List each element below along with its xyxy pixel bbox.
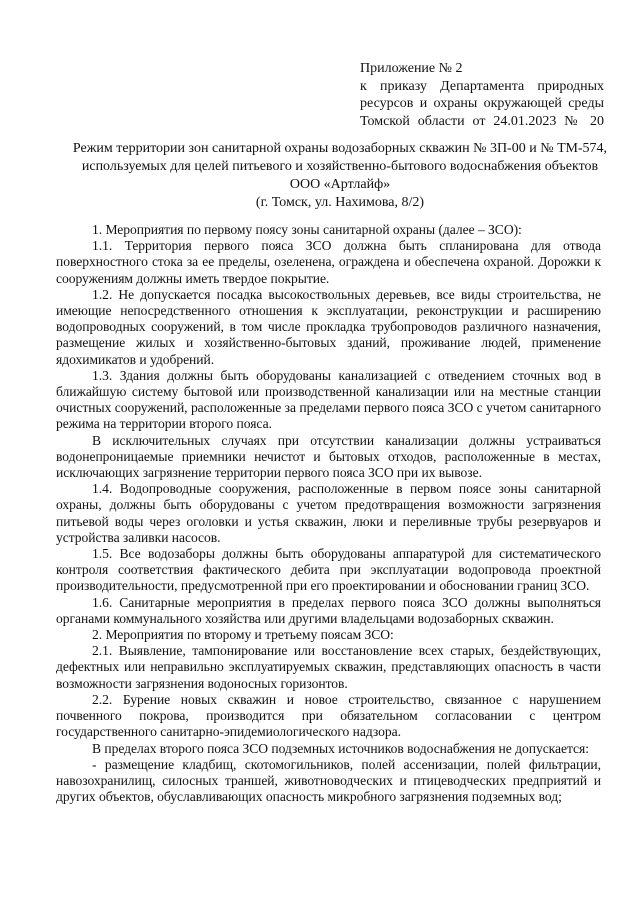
paragraph-2-2: 2.2. Бурение новых скважин и новое строительство, связанное с нарушением почвенного покрова, производится при обязательном согласовании с центром государственного санитарно-эпидемиологического надзора.: [56, 691, 601, 740]
paragraph-1-3-exception: В исключительных случаях при отсутствии канализации должны устраиваться водонепроницаемые приемники нечистот и бытовых отходов, расположенные в местах, исключающих загрязнение территории первого пояса ЗСО при их вывозе.: [56, 432, 601, 481]
appendix-line: Приложение № 2: [360, 61, 463, 76]
paragraph-1-4: 1.4. Водопроводные сооружения, расположенные в первом поясе зоны санитарной охраны, должны быть оборудованы с учетом предотвращения возможности загрязнения питьевой воды через оголовки и устья скважин, люки и переливные трубы резервуаров и устройства заливки насосов.: [56, 481, 601, 545]
title-line: (г. Томск, ул. Нахимова, 8/2): [255, 195, 425, 210]
paragraph-1-1: 1.1. Территория первого пояса ЗСО должна быть спланирована для отвода поверхностного стока за ее пределы, озеленена, ограждена и обеспечена охраной. Дорожки к сооружениям должны иметь твердое покрытие.: [56, 238, 601, 286]
document-title: [70, 140, 610, 212]
list-item-restriction: - размещение кладбищ, скотомогильников, полей ассенизации, полей фильтрации, навозохранилищ, силосных траншей, животноводческих и птицеводческих предприятий и других объектов, обуславливающих опасность микробного загрязнения подземных вод;: [56, 756, 601, 805]
paragraph-1-3: 1.3. Здания должны быть оборудованы канализацией с отведением сточных вод в ближайшую систему бытовой или производственной канализации или на местные станции очистных сооружений, расположенные за пределами первого пояса ЗСО с учетом санитарного режима на территории второго пояса.: [56, 367, 601, 432]
title-line: используемых для целей питьевого и хозяйственно-бытового водоснабжения объектов: [81, 159, 599, 174]
section-heading-1: 1. Мероприятия по первому поясу зоны санитарной охраны (далее – ЗСО):: [92, 222, 522, 237]
paragraph-1-2: 1.2. Не допускается посадка высокоствольных деревьев, все виды строительства, не имеющие непосредственного отношения к эксплуатации, реконструкции и расширению водопроводных сооружений, в том числе прокладка трубопроводов различного назначения, размещение жилых и хозяйственно-бытовых зданий, проживание людей, применение ядохимикатов и удобрений.: [56, 286, 601, 367]
paragraph-1-6: 1.6. Санитарные мероприятия в пределах первого пояса ЗСО должны выполняться органами коммунального хозяйства или другими владельцами водозаборных скважин.: [56, 594, 601, 626]
paragraph-second-belt-restrictions: В пределах второго пояса ЗСО подземных источников водоснабжения не допускается:: [92, 740, 589, 756]
appendix-line: к приказу Департамента природных: [360, 78, 604, 94]
appendix-line: ресурсов и охраны окружающей среды: [360, 96, 604, 112]
paragraph-2-1: 2.1. Выявление, тампонирование или восстановление всех старых, бездействующих, дефектных или неправильно эксплуатируемых скважин, представляющих опасность в части возможности загрязнения водоносных горизонтов.: [56, 643, 601, 691]
section-heading-2: 2. Мероприятия по второму и третьему поясам ЗСО:: [92, 627, 394, 643]
paragraph-1-5: 1.5. Все водозаборы должны быть оборудованы аппаратурой для систематического контроля соответствия фактического дебита при эксплуатации водопровода проектной производительности, предусмотренной при его проектировании и обосновании границ ЗСО.: [56, 546, 601, 594]
appendix-line: Томской области от 24.01.2023 № 20: [360, 113, 604, 129]
appendix-header: [360, 60, 604, 130]
title-line: Режим территории зон санитарной охраны водозаборных скважин № 3П-00 и № ТМ-574,: [72, 141, 608, 156]
document-body: [56, 222, 601, 805]
title-line: ООО «Артлайф»: [289, 177, 391, 192]
